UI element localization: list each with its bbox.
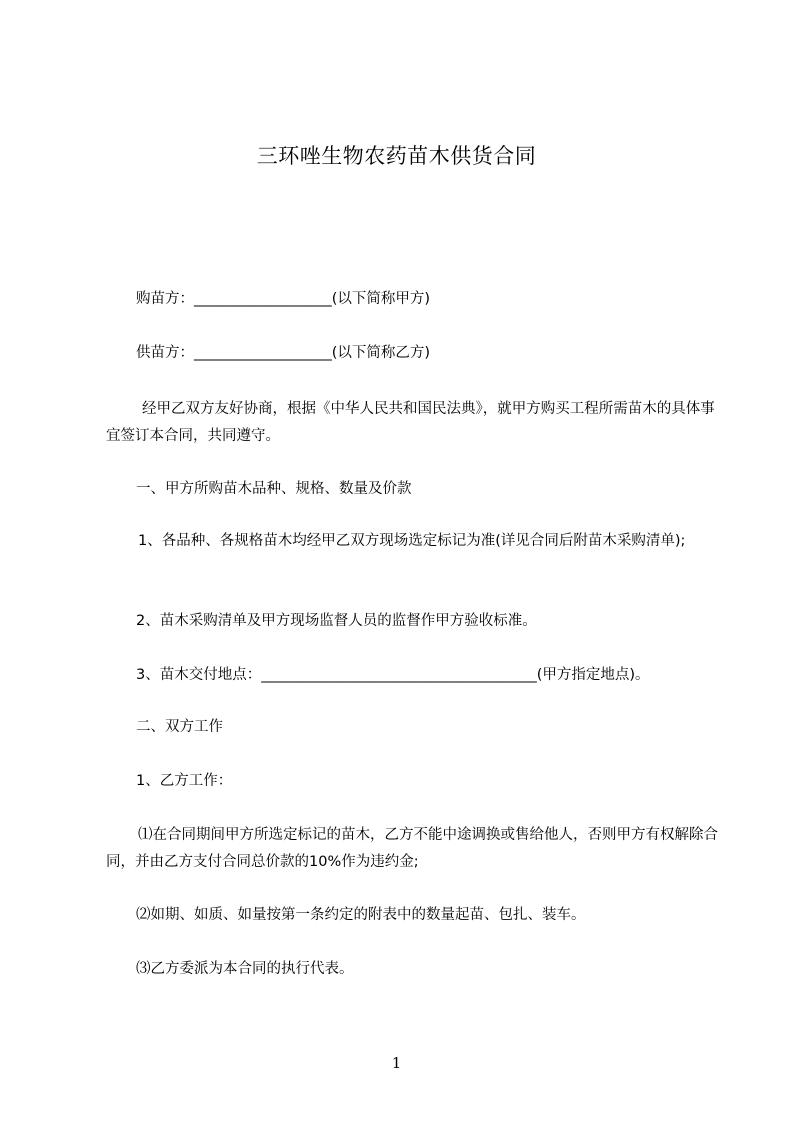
section-2-item-1: 1、乙方工作： [136, 773, 233, 789]
section-1-item-1: 1、各品种、各规格苗木均经甲乙双方现场选定标记为准(详见合同后附苗木采购清单); [138, 533, 686, 549]
section-1-heading: 一、甲方所购苗木品种、规格、数量及价款 [136, 481, 412, 497]
supplier-line: 供苗方：___________________(以下简称乙方) [136, 345, 431, 361]
section-2-sub-item-1: ⑴在合同期间甲方所选定标记的苗木，乙方不能中途调换或售给他人，否则甲方有权解除合同，并由乙方支付合同总价款的10%作为违约金; [106, 827, 718, 870]
section-1-item-2: 2、苗木采购清单及甲方现场监督人员的监督作甲方验收标准。 [136, 613, 537, 629]
page-title: 三环唑生物农药苗木供货合同 [256, 144, 537, 168]
preamble-paragraph: 经甲乙双方友好协商，根据《中华人民共和国民法典》，就甲方购买工程所需苗木的具体事宜签订本合同，共同遵守。 [106, 401, 715, 444]
section-2-heading: 二、双方工作 [136, 719, 223, 735]
buyer-line: 购苗方：___________________(以下简称甲方) [136, 291, 431, 307]
section-1-item-3: 3、苗木交付地点：______________________________________(甲方指定地点)。 [136, 667, 650, 683]
section-2-sub-item-2: ⑵如期、如质、如量按第一条约定的附表中的数量起苗、包扎、装车。 [136, 907, 586, 923]
section-2-sub-item-3: ⑶乙方委派为本合同的执行代表。 [136, 961, 354, 977]
page-number: 1 [391, 1054, 402, 1072]
